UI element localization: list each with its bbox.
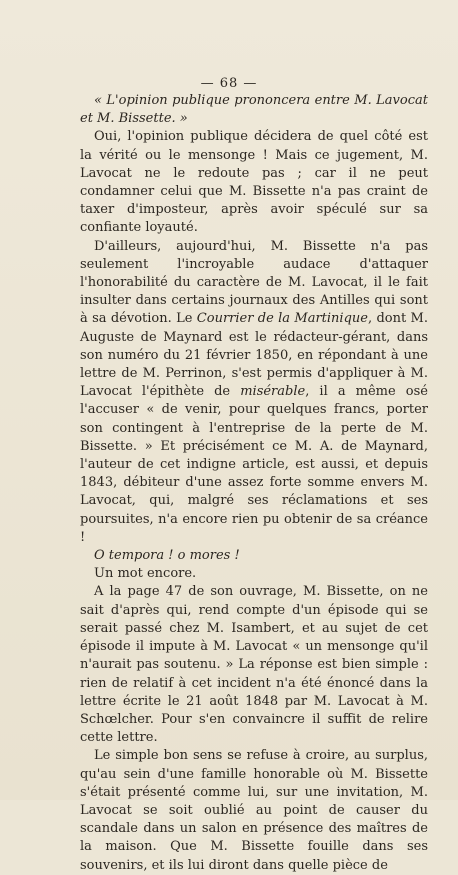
paragraph-opinion: Oui, l'opinion publique décidera de quel côté est la vérité ou le mensonge ! Mais ce jugement, M. Lavocat ne le redoute pas ; car il ne peut condamner celui que M. Bissette n'a pas craint de taxer d'imposteur, après avoir spéculé sur sa confiante loyauté.: [80, 129, 428, 236]
paragraph-mot-encore: Un mot encore.: [94, 566, 197, 582]
paragraph-tempora: O tempora ! o mores !: [94, 548, 240, 564]
italic-phrase: Courrier de la Martinique: [196, 311, 368, 327]
paragraph-quote: « L'opinion publique prononcera entre M. Lavocat et M. Bissette. »: [80, 93, 428, 127]
paragraph-page-47: A la page 47 de son ouvrage, M. Bissette, on ne sait d'après qui, rend compte d'un épisode qui se serait passé chez M. Isambert, et au sujet de cet épisode il impute à M. Lavocat « un mensonge qu'il n'aurait pas soutenu. » La réponse est bien simple : rien de relatif à cet incident n'a été énoncé dans la lettre écrite le 21 août 1848 par M. Lavocat à M. Schœlcher. Pour s'en convaincre il suffit de relire cette lettre.: [80, 584, 428, 746]
paragraph-ailleurs: D'ailleurs, aujourd'hui, M. Bissette n'a pas seulement l'incroyable audace d'attaquer l'honorabilité du caractère de M. Lavocat, il le fait insulter dans certains journaux des Antilles qui sont à sa dévotion. Le Courrier de la Martinique, dont M. Auguste de Maynard est le rédacteur-gérant, dans son numéro du 21 février 1850, en répondant à une lettre de M. Perrinon, s'est permis d'appliquer à M. Lavocat l'épithète de misérable, il a même osé l'accuser « de venir, pour quelques francs, porter son contingent à l'entreprise de la perte de M. Bissette. » Et précisément ce M. A. de Maynard, l'auteur de cet indigne article, est aussi, et depuis 1843, débiteur d'une assez forte somme envers M. Lavocat, qui, malgré ses réclamations et ses poursuites, n'a encore rien pu obtenir de sa créance !: [80, 238, 428, 545]
body-text: [80, 92, 428, 875]
page-number: — 68 —: [200, 76, 258, 91]
italic-phrase: misérable: [240, 384, 306, 400]
paragraph-bon-sens: Le simple bon sens se refuse à croire, au surplus, qu'au sein d'une famille honorable où M. Bissette s'était présenté comme lui, sur une invitation, M. Lavocat se soit oublié au point de causer du scandale dans un salon en présence des maîtres de la maison. Que M. Bissette fouille dans ses souvenirs, et ils lui diront dans quelle pièce de: [80, 748, 428, 873]
